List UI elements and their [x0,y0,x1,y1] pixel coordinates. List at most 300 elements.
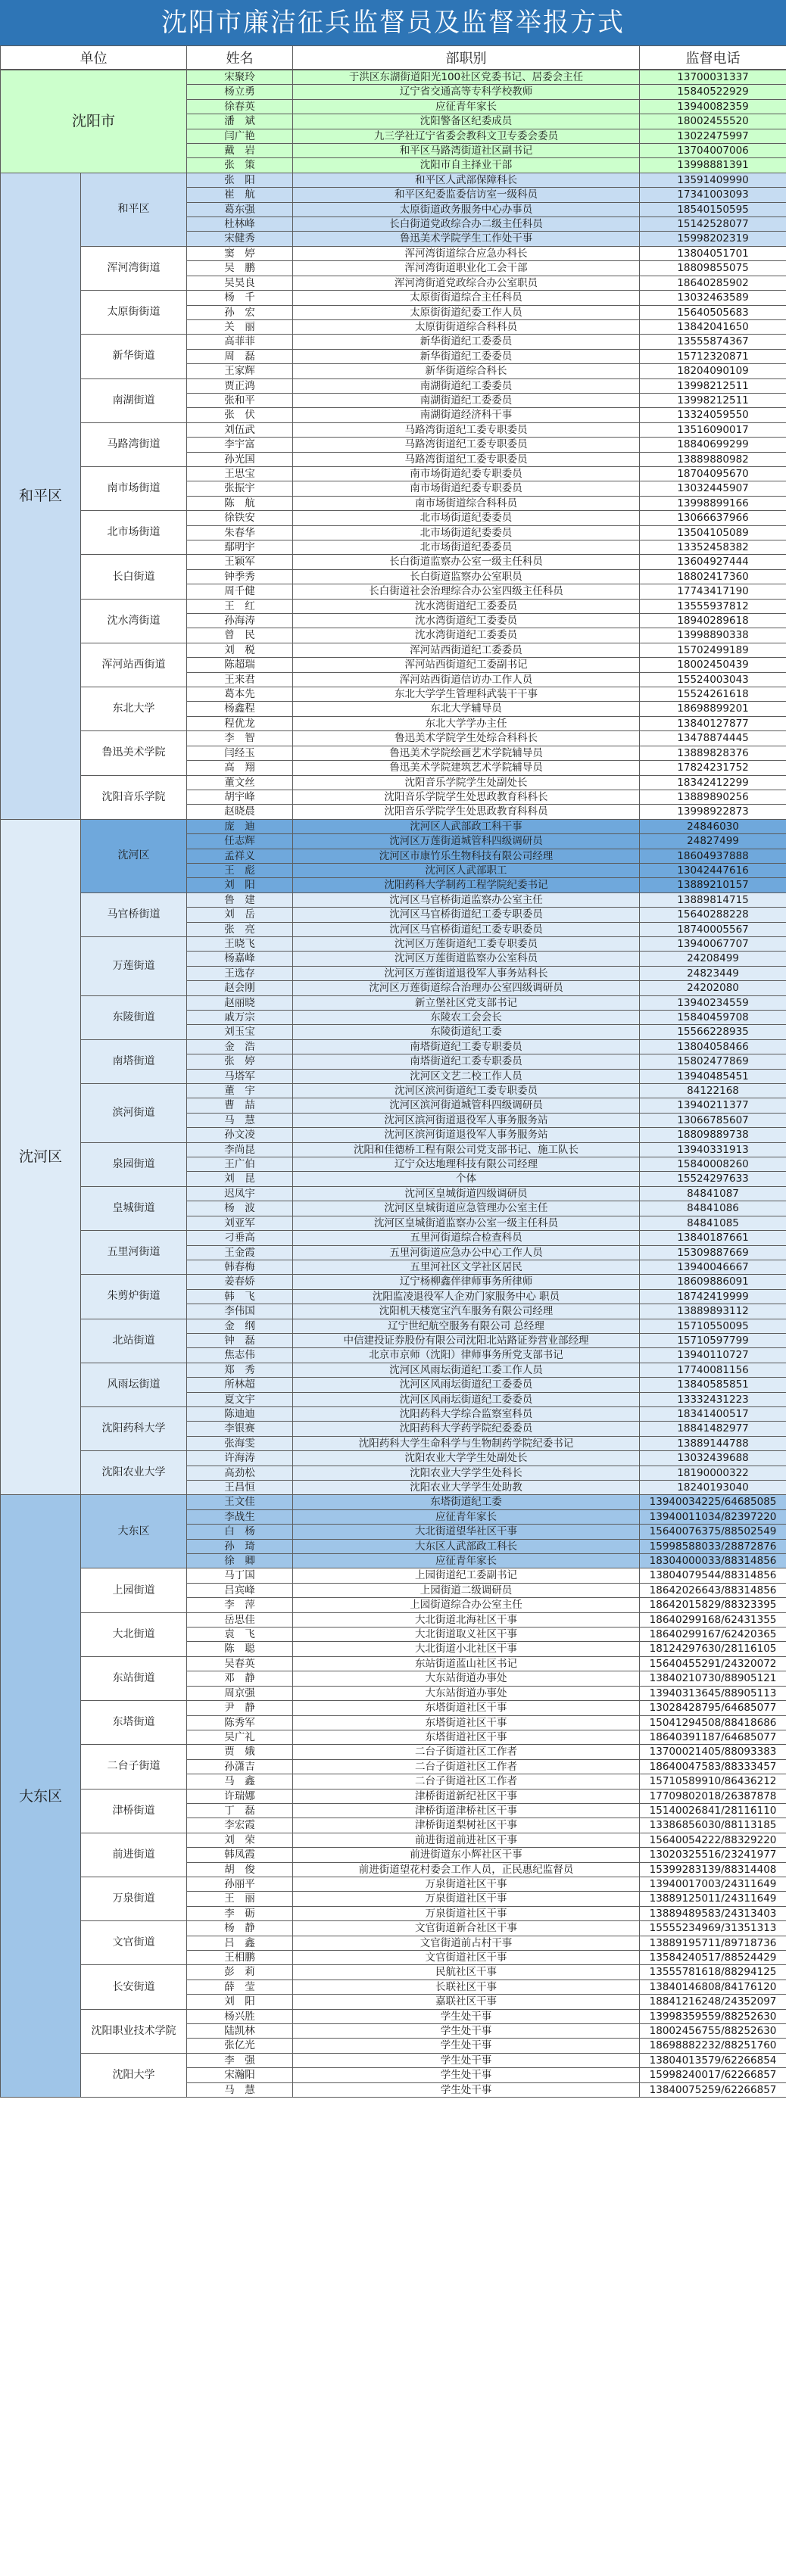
table-row [1,995,786,1010]
phone-cell: 13840585851 [640,1378,786,1392]
phone-cell: 13998922873 [640,805,786,819]
position-cell: 马路湾街道纪工委专职委员 [293,422,640,437]
phone-cell: 18240193040 [640,1481,786,1495]
table-row [1,1039,786,1054]
person-name: 赵会刚 [187,981,293,995]
position-cell: 南湖街道纪工委委员 [293,393,640,407]
phone-cell: 13940017003/24311649 [640,1877,786,1891]
position-cell: 沈河区滨河街道城管科四级调研员 [293,1098,640,1113]
phone-cell: 84122168 [640,1084,786,1098]
position-cell: 学生处干事 [293,2082,640,2097]
position-cell: 辽宁世纪航空服务有限公司 总经理 [293,1319,640,1333]
sub-unit-name: 东塔街道 [81,1701,187,1745]
position-cell: 文官街道社区干事 [293,1951,640,1965]
col-header-name: 姓名 [187,46,293,70]
position-cell: 浑河湾街道职业化工会干部 [293,261,640,276]
position-cell: 北市场街道纪委委员 [293,540,640,555]
position-cell: 鲁迅美术学院建筑艺术学院辅导员 [293,761,640,775]
person-name: 周千健 [187,584,293,599]
position-cell: 大北街道望华社区干事 [293,1525,640,1539]
phone-cell: 13700031337 [640,70,786,85]
person-name: 王广伯 [187,1157,293,1172]
position-cell: 二台子街道社区工作者 [293,1745,640,1759]
phone-cell: 13516090017 [640,422,786,437]
phone-cell: 15710589910/86436212 [640,1774,786,1789]
table-row [1,70,786,85]
phone-cell: 15998202319 [640,232,786,246]
person-name: 韩春梅 [187,1260,293,1274]
table-row [1,422,786,437]
table-row [1,1701,786,1715]
person-name: 马 鑫 [187,1774,293,1789]
person-name: 郑 秀 [187,1363,293,1377]
person-name: 胡 俊 [187,1862,293,1877]
sub-unit-name: 沈阳农业大学 [81,1451,187,1495]
position-cell: 鲁迅美术学院绘画艺术学院辅导员 [293,746,640,760]
table-row [1,1745,786,1759]
phone-cell: 15524297633 [640,1172,786,1186]
phone-cell: 13604927444 [640,555,786,569]
phone-cell: 18802417360 [640,569,786,584]
phone-cell: 18640391187/64685077 [640,1730,786,1744]
position-cell: 沈阳药科大学制药工程学院纪委书记 [293,878,640,892]
person-name: 关 丽 [187,319,293,334]
table-row [1,936,786,951]
position-cell: 沈河区皇城街道应急管理办公室主任 [293,1201,640,1216]
phone-cell: 15802477869 [640,1054,786,1069]
sub-unit-name: 鲁迅美术学院 [81,731,187,775]
person-name: 王相鹏 [187,1951,293,1965]
person-name: 马丁国 [187,1568,293,1583]
position-cell: 辽宁杨柳鑫伴律师事务所律师 [293,1275,640,1289]
phone-cell: 13998212511 [640,378,786,393]
phone-cell: 13889125011/24311649 [640,1892,786,1906]
person-name: 刘 阳 [187,1995,293,2009]
table-row [1,335,786,349]
position-cell: 和平区纪委监委信访室一级科员 [293,188,640,202]
position-cell: 太原街街道纪委工作人员 [293,305,640,319]
person-name: 张 阳 [187,173,293,187]
person-name: 钟季秀 [187,569,293,584]
position-cell: 沈河区皇城街道四级调研员 [293,1186,640,1201]
position-cell: 沈河区风雨坛街道纪工委委员 [293,1378,640,1392]
position-cell: 沈河区万莲街道纪工委专职委员 [293,936,640,951]
person-name: 王 彪 [187,863,293,877]
position-cell: 津桥街道津桥社区干事 [293,1803,640,1818]
position-cell: 沈阳音乐学院学生处思政教育科科员 [293,805,640,819]
person-name: 钟 磊 [187,1333,293,1347]
position-cell: 东陵农工会会长 [293,1011,640,1025]
position-cell: 沈河区滨河街道退役军人事务服务站 [293,1113,640,1127]
phone-cell: 13940082359 [640,99,786,114]
person-name: 宋聚玲 [187,70,293,85]
phone-cell: 13555937812 [640,599,786,613]
phone-cell: 15840522929 [640,85,786,99]
sub-unit-name: 浑河湾街道 [81,246,187,290]
phone-cell: 18609886091 [640,1275,786,1289]
person-name: 杨 波 [187,1201,293,1216]
person-name: 岳思佳 [187,1612,293,1627]
person-name: 丁 磊 [187,1803,293,1818]
person-name: 刘 荣 [187,1833,293,1847]
position-cell: 万泉街道社区干事 [293,1877,640,1891]
person-name: 白 杨 [187,1525,293,1539]
phone-cell: 15710597799 [640,1333,786,1347]
col-header-unit: 单位 [1,46,187,70]
sub-unit-name: 滨河街道 [81,1084,187,1143]
person-name: 张 策 [187,158,293,173]
person-name: 闫经玉 [187,746,293,760]
person-name: 杜林峰 [187,217,293,232]
table-row [1,466,786,481]
person-name: 徐铁安 [187,511,293,525]
person-name: 刘 阳 [187,878,293,892]
person-name: 李 智 [187,731,293,746]
position-cell: 南塔街道纪工委专职委员 [293,1039,640,1054]
position-cell: 应征青年家长 [293,1554,640,1568]
person-name: 孙 宏 [187,305,293,319]
person-name: 迟凤宇 [187,1186,293,1201]
person-name: 刘亚军 [187,1216,293,1230]
position-cell: 沈阳农业大学学生处副处长 [293,1451,640,1466]
phone-cell: 24823449 [640,966,786,980]
person-name: 周 磊 [187,349,293,363]
person-name: 所林超 [187,1378,293,1392]
phone-cell: 13804013579/62266854 [640,2053,786,2067]
phone-cell: 13704007006 [640,144,786,158]
person-name: 吴 鹏 [187,261,293,276]
phone-cell: 13700021405/88093383 [640,1745,786,1759]
person-name: 孙丽平 [187,1877,293,1891]
table-row [1,1363,786,1377]
position-cell: 沈河区马官桥街道纪工委专职委员 [293,908,640,922]
person-name: 闫广艳 [187,129,293,143]
table-row [1,511,786,525]
table-header [0,45,786,70]
position-cell: 沈河区马官桥街道监察办公室主任 [293,892,640,907]
person-name: 王选存 [187,966,293,980]
phone-cell: 18342412299 [640,775,786,790]
person-name: 杨立勇 [187,85,293,99]
table-row [1,1833,786,1847]
table-row [1,173,786,187]
table-row [1,246,786,260]
phone-cell: 18740005567 [640,922,786,936]
person-name: 鲁 建 [187,892,293,907]
person-name: 邓 静 [187,1671,293,1686]
sub-unit-name: 朱剪炉街道 [81,1275,187,1319]
position-cell: 沈水湾街道纪工委委员 [293,614,640,628]
position-cell: 鲁迅美术学院学生处综合科科长 [293,731,640,746]
position-cell: 津桥街道梨树社区干事 [293,1818,640,1833]
sub-unit-name: 沈阳药科大学 [81,1406,187,1450]
position-cell: 上园街道纪工委副书记 [293,1568,640,1583]
phone-cell: 18840699299 [640,438,786,452]
position-cell: 马路湾街道纪工委专职委员 [293,452,640,466]
position-cell: 和平区人武部保障科长 [293,173,640,187]
phone-cell: 13998359559/88252630 [640,2009,786,2023]
position-cell: 长白街道监察办公室职员 [293,569,640,584]
sub-unit-name: 新华街道 [81,335,187,378]
table-row [1,1612,786,1627]
position-cell: 学生处干事 [293,2053,640,2067]
person-name: 李银赛 [187,1422,293,1436]
sub-unit-name: 万莲街道 [81,936,187,995]
position-cell: 新华街道纪工委委员 [293,335,640,349]
position-cell: 浑河湾街道综合应急办科长 [293,246,640,260]
position-cell: 嘉联社区干事 [293,1995,640,2009]
phone-cell: 18002456755/88252630 [640,2024,786,2039]
phone-cell: 18640299168/62431355 [640,1612,786,1627]
position-cell: 前进街道望花村委会工作人员，正民惠纪监督员 [293,1862,640,1877]
position-cell: 前进街道东小辉社区干事 [293,1848,640,1862]
position-cell: 上园街道综合办公室主任 [293,1598,640,1612]
position-cell: 长联社区干事 [293,1980,640,1994]
person-name: 葛本先 [187,687,293,702]
table-row [1,1084,786,1098]
phone-cell: 13352458382 [640,540,786,555]
phone-cell: 18640285902 [640,276,786,290]
person-name: 姜春娇 [187,1275,293,1289]
person-name: 潘 斌 [187,114,293,129]
position-cell: 东塔街道纪工委 [293,1495,640,1509]
position-cell: 前进街道前进社区干事 [293,1833,640,1847]
table-row [1,2009,786,2023]
sub-unit-name: 津桥街道 [81,1789,187,1833]
person-name: 崔 航 [187,188,293,202]
position-cell: 二台子街道社区工作者 [293,1774,640,1789]
position-cell: 沈河区人武部政工科干事 [293,819,640,833]
position-cell: 沈阳药科大学综合监察室科员 [293,1406,640,1421]
phone-cell: 13998881391 [640,158,786,173]
phone-cell: 18698882232/88251760 [640,2039,786,2053]
table-row [1,1656,786,1671]
phone-cell: 18640299167/62420365 [640,1628,786,1642]
person-name: 许海涛 [187,1451,293,1466]
sub-unit-name: 五里河街道 [81,1231,187,1275]
phone-cell: 15555234969/31351313 [640,1921,786,1936]
person-name: 庞 迪 [187,819,293,833]
phone-cell: 13066785607 [640,1113,786,1127]
phone-cell: 13804051701 [640,246,786,260]
position-cell: 太原街街道综合科科员 [293,319,640,334]
table-row [1,555,786,569]
phone-cell: 13940067707 [640,936,786,951]
person-name: 杨嘉峰 [187,952,293,966]
position-cell: 五里河街道综合检查科员 [293,1231,640,1245]
phone-cell: 13066637966 [640,511,786,525]
position-cell: 沈河区滨河街道退役军人事务服务站 [293,1128,640,1142]
table-row [1,378,786,393]
phone-cell: 15640455291/24320072 [640,1656,786,1671]
table-row [1,1275,786,1289]
position-cell: 沈阳市自主择业干部 [293,158,640,173]
person-name: 李伟国 [187,1304,293,1319]
phone-cell: 15998240017/62266857 [640,2068,786,2082]
position-cell: 沈河区马官桥街道纪工委专职委员 [293,922,640,936]
group-name: 大东区 [1,1495,81,2098]
person-name: 戚万宗 [187,1011,293,1025]
position-cell: 沈阳监凌退役军人企劝门家服务中心 职员 [293,1289,640,1304]
sub-unit-name: 沈阳音乐学院 [81,775,187,819]
table-row [1,1231,786,1245]
phone-cell: 13032445907 [640,481,786,496]
person-name: 王家辉 [187,364,293,378]
person-name: 李 强 [187,2053,293,2067]
sub-unit-name: 长白街道 [81,555,187,599]
person-name: 薛 莹 [187,1980,293,1994]
position-cell: 沈阳药科大学生命科学与生物制药学院纪委书记 [293,1436,640,1450]
sub-unit-name: 南塔街道 [81,1039,187,1083]
position-cell: 大北街道北海社区干事 [293,1612,640,1627]
phone-cell: 18841482977 [640,1422,786,1436]
position-cell: 太原街街道综合主任科员 [293,291,640,305]
sub-unit-name: 风雨坛街道 [81,1363,187,1406]
phone-cell: 18304000033/88314856 [640,1554,786,1568]
phone-cell: 13032463589 [640,291,786,305]
table-row [1,1877,786,1891]
phone-cell: 13940046667 [640,1260,786,1274]
person-name: 张亿光 [187,2039,293,2053]
position-cell: 沈河区皇城街道监察办公室一级主任科员 [293,1216,640,1230]
person-name: 焦志伟 [187,1348,293,1363]
position-cell: 文官街道新合社区干事 [293,1921,640,1936]
phone-cell: 17824231752 [640,761,786,775]
person-name: 马 慧 [187,2082,293,2097]
phone-cell: 18640047583/88333457 [640,1759,786,1774]
table-row [1,1965,786,1980]
position-cell: 长白街道社会治理综合办公室四级主任科员 [293,584,640,599]
position-cell: 新立堡社区党支部书记 [293,995,640,1010]
phone-cell: 13889210157 [640,878,786,892]
position-cell: 沈阳药科大学药学院纪委委员 [293,1422,640,1436]
sub-unit-name: 泉园街道 [81,1142,187,1186]
sub-unit-name: 北站街道 [81,1319,187,1363]
phone-cell: 18940289618 [640,614,786,628]
phone-cell: 13840146808/84176120 [640,1980,786,1994]
position-cell: 应征青年家长 [293,99,640,114]
position-cell: 南市场街道纪委专职委员 [293,466,640,481]
sub-unit-name: 大北街道 [81,1612,187,1656]
phone-cell: 13555874367 [640,335,786,349]
position-cell: 沈阳音乐学院学生处副处长 [293,775,640,790]
phone-cell: 13940211377 [640,1098,786,1113]
phone-cell: 18341400517 [640,1406,786,1421]
phone-cell: 17743417190 [640,584,786,599]
person-name: 杨 静 [187,1921,293,1936]
position-cell: 沈河区人武部职工 [293,863,640,877]
phone-cell: 15712320871 [640,349,786,363]
phone-cell: 13386856030/88113185 [640,1818,786,1833]
phone-cell: 15640288228 [640,908,786,922]
position-cell: 和平区马路湾街道社区副书记 [293,144,640,158]
position-cell: 沈河区风雨坛街道纪工委委员 [293,1392,640,1406]
person-name: 赵晓晨 [187,805,293,819]
position-cell: 学生处干事 [293,2068,640,2082]
phone-cell: 13998212511 [640,393,786,407]
person-name: 孟祥义 [187,849,293,863]
table-row [1,1495,786,1509]
phone-cell: 13028428795/64685077 [640,1701,786,1715]
position-cell: 沈河区滨河街道纪工委专职委员 [293,1084,640,1098]
phone-cell: 18002455520 [640,114,786,129]
table-row [1,731,786,746]
position-cell: 大北街道取义社区干事 [293,1628,640,1642]
person-name: 陈 聪 [187,1642,293,1656]
phone-cell: 13324059550 [640,408,786,422]
position-cell: 浑河站西街道纪工委委员 [293,643,640,657]
person-name: 金 纲 [187,1319,293,1333]
phone-cell: 13840127877 [640,716,786,730]
person-name: 李 萍 [187,1598,293,1612]
person-name: 高劲松 [187,1466,293,1480]
phone-cell: 18809855075 [640,261,786,276]
person-name: 袁 飞 [187,1628,293,1642]
phone-cell: 13998890338 [640,628,786,643]
person-name: 李宇富 [187,438,293,452]
person-name: 贾正鸿 [187,378,293,393]
person-name: 杨兴胜 [187,2009,293,2023]
person-name: 韩 飞 [187,1289,293,1304]
phone-cell: 15640076375/88502549 [640,1525,786,1539]
phone-cell: 13889489583/24313403 [640,1906,786,1920]
position-cell: 沈河区风雨坛街道纪工委工作人员 [293,1363,640,1377]
table-row [1,819,786,833]
person-name: 孙潇吉 [187,1759,293,1774]
position-cell: 沈阳农业大学学生处助教 [293,1481,640,1495]
table-row [1,643,786,657]
position-cell: 九三学社辽宁省委会教科文卫专委会委员 [293,129,640,143]
phone-cell: 13504105089 [640,525,786,540]
person-name: 葛东强 [187,202,293,216]
sub-unit-name: 东陵街道 [81,995,187,1039]
phone-cell: 13940313645/88905113 [640,1686,786,1700]
position-cell: 应征青年家长 [293,1509,640,1524]
phone-cell: 18204090109 [640,364,786,378]
person-name: 王晓飞 [187,936,293,951]
group-name: 沈阳市 [1,70,187,173]
person-name: 刘 昆 [187,1172,293,1186]
phone-cell: 18002450439 [640,658,786,672]
position-cell: 于洪区东湖街道阳光100社区党委书记、居委会主任 [293,70,640,85]
person-name: 李战生 [187,1509,293,1524]
table-row [1,1789,786,1803]
phone-cell: 15640505683 [640,305,786,319]
person-name: 吴广礼 [187,1730,293,1744]
person-name: 吕宾峰 [187,1583,293,1597]
position-cell: 沈阳音乐学院学生处思政教育科科长 [293,790,640,804]
person-name: 孙海涛 [187,614,293,628]
person-name: 董文丝 [187,775,293,790]
position-cell: 大北街道小北社区干事 [293,1642,640,1656]
position-cell: 上园街道二级调研员 [293,1583,640,1597]
phone-cell: 13889893112 [640,1304,786,1319]
person-name: 张振宇 [187,481,293,496]
table-row [1,687,786,702]
phone-cell: 13889195711/89718736 [640,1936,786,1950]
phone-cell: 13584240517/88524429 [640,1951,786,1965]
person-name: 张和平 [187,393,293,407]
position-cell: 中信建投证券股份有限公司沈阳北站路证券营业部经理 [293,1333,640,1347]
phone-cell: 15142528077 [640,217,786,232]
person-name: 李 砺 [187,1906,293,1920]
sub-unit-name: 前进街道 [81,1833,187,1877]
supervisor-table [0,70,786,2098]
sub-unit-name: 大东区 [81,1495,187,1568]
phone-cell: 18742419999 [640,1289,786,1304]
phone-cell: 18704095670 [640,466,786,481]
position-cell: 东站街道蓝山社区书记 [293,1656,640,1671]
